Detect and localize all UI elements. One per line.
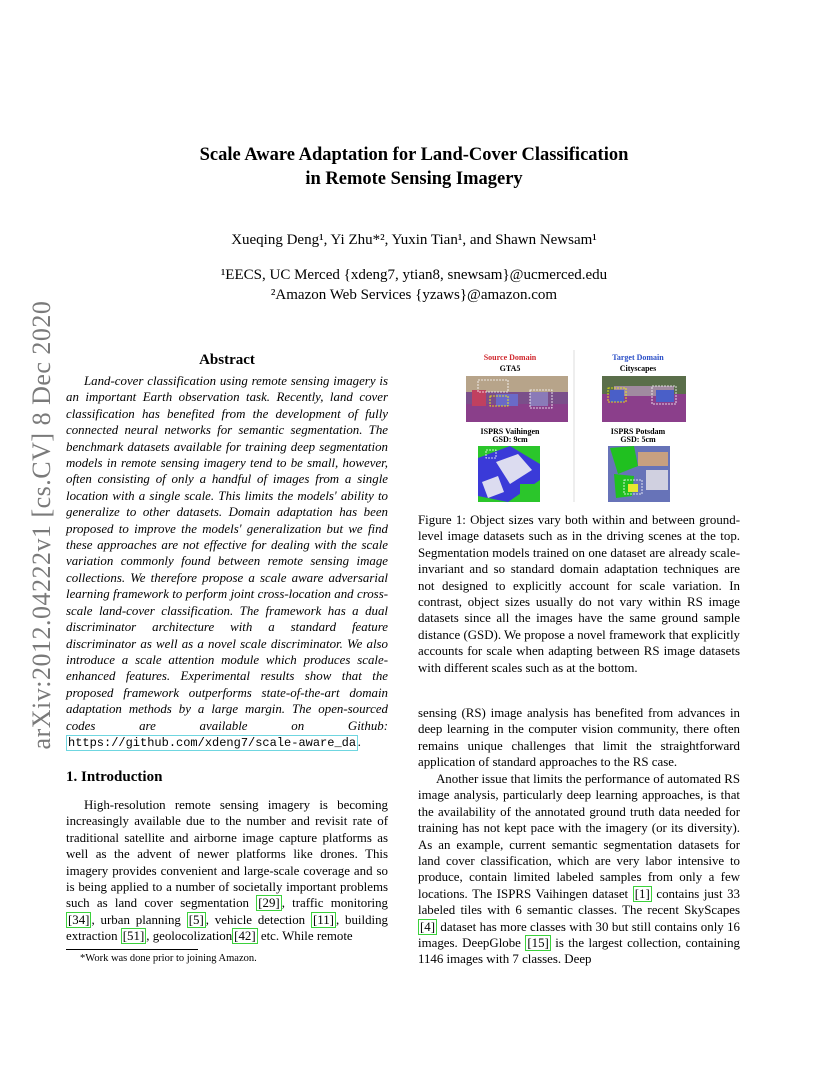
- arxiv-stamp: arXiv:2012.04222v1 [cs.CV] 8 Dec 2020: [27, 300, 56, 750]
- citation-link[interactable]: [5]: [188, 912, 204, 927]
- cityscapes-scene-image: [602, 376, 686, 422]
- affiliation-2: ²Amazon Web Services {yzaws}@amazon.com: [270, 287, 558, 303]
- vaihingen-gsd-label: GSD: 9cm: [492, 435, 528, 444]
- intro-continued-paragraph: sensing (RS) image analysis has benefited from advances in deep learning in the computer vision community, there often remains unique challenges that limit the straightforward application of standard approaches to the RS case.: [418, 706, 740, 770]
- figure-1-image: [438, 346, 710, 504]
- abstract-body: Land-cover classification using remote sensing imagery is an important Earth observation task. Recently, land cover classification has benefited from the development of fully connected neural networks for semantic segmentation. The benchmark datasets available for training deep segmentation models in remote sensing imagery tend to be small, however, often consisting of only a handful of images from a single location with a single scale. This limits the models' ability to generalize to other datasets. Domain adaptation has been proposed to improve the models' generalization but we find these approaches are not effective for dealing with the scale variation commonly found between remote sensing image collections. We therefore propose a scale aware adversarial learning framework to perform joint cross-location and cross-scale land-cover classification. The framework has a dual discriminator architecture with a standard feature discriminator as well as a novel scale discriminator. We also introduce a scale attention module which produces scale-enhanced features. Experimental results show that the proposed framework outperforms state-of-the-art domain adaptation methods by a large margin. The open-sourced codes are available on Github: https://github.com/xdeng7/scale-aware_da .: [66, 374, 388, 750]
- target-domain-label: Target Domain: [612, 353, 664, 362]
- potsdam-label: ISPRS Potsdam: [610, 427, 666, 436]
- citation-link[interactable]: [34]: [68, 912, 90, 927]
- vaihingen-label: ISPRS Vaihingen: [480, 427, 540, 436]
- section-heading-introduction: 1. Introduction: [66, 769, 163, 785]
- source-domain-label: Source Domain: [483, 353, 537, 362]
- abstract-heading: Abstract: [199, 352, 255, 368]
- intro-paragraph: High-resolution remote sensing imagery is becoming increasingly available due to the number and revisit rate of traditional satellite and airborne image capture platforms as well as the advent of newer platforms like drones. This imagery provides convenient and large-scale coverage and so is being applied to a number of societally important problems such as land cover segmentation [29] , traffic monitoring [34] , urban planning [5] , vehicle detection [11] , building extraction [51] , geolocolization [42] etc. While remote: [66, 798, 388, 944]
- citation-link[interactable]: [1]: [634, 886, 650, 901]
- potsdam-gsd-label: GSD: 5cm: [620, 435, 656, 444]
- citation-link[interactable]: [29]: [258, 896, 280, 911]
- abstract-text: Land-cover classification using remote sensing imagery is an important Earth observation task. Recently, land cover classification has benefited from the development of fully connected neural networks for semantic segmentation. The benchmark datasets available for training deep segmentation models in remote sensing imagery tend to be small, however, often consisting of only a handful of images from a single location with a single scale. This limits the models' ability to generalize to other datasets. Domain adaptation has been proposed to improve the models' generalization but we find these approaches are not effective for dealing with the scale variation commonly found between remote sensing image collections. We therefore propose a scale aware adversarial learning framework to perform joint cross-location and cross-scale land-cover classification. The framework has a dual discriminator architecture with a standard feature discriminator as well as a novel scale discriminator. We also introduce a scale attention module which produces scale-enhanced features. Experimental results show that the proposed framework outperforms state-of-the-art domain adaptation methods by a large margin. The open-sourced codes are available on Github:: [66, 374, 388, 733]
- title-line-1: Scale Aware Adaptation for Land-Cover Classification: [199, 145, 629, 165]
- citation-link[interactable]: [15]: [527, 936, 549, 951]
- figure-1-caption: Figure 1: Object sizes vary both within and between ground-level image datasets such as in the driving scenes at the top. Segmentation models trained on one dataset are already scale-invariant and so standard domain adaptation techniques are not designed to explicitly account for scale variation. In contrast, object sizes usually do not vary within RS image datasets since all the images have the same ground sample distance (GSD). We propose a novel framework that explicitly accounts for scale when adapting between RS image datasets with different scales such as at the bottom.: [418, 513, 740, 675]
- vaihingen-aerial-image: [478, 446, 540, 502]
- intro-paragraph-2: Another issue that limits the performance of automated RS image analysis, particularly deep learning approaches, is that the availability of the annotated ground truth data needed for training has not kept pace with the imagery (or its diversity). As an example, current semantic segmentation datasets for land cover classification, which are very labor intensive to produce, contain limited labeled samples from only a few locations. The ISPRS Vaihingen dataset [1] contains just 33 labeled tiles with 6 semantic classes. The recent SkyScapes [4] dataset has more classes with 30 but still contains only 16 images. DeepGlobe [15] is the largest collection, containing 1146 images with 7 classes. Deep: [418, 772, 740, 967]
- affiliation-1: ¹EECS, UC Merced {xdeng7, ytian8, snewsam}@ucmerced.edu: [220, 267, 608, 283]
- github-link[interactable]: https://github.com/xdeng7/scale-aware_da: [68, 735, 357, 750]
- gta5-scene-image: [466, 376, 568, 422]
- paper-title: [0, 143, 828, 191]
- cityscapes-label: Cityscapes: [619, 364, 657, 373]
- gta5-label: GTA5: [499, 364, 521, 373]
- citation-link[interactable]: [51]: [122, 929, 145, 944]
- potsdam-aerial-image: [608, 446, 670, 502]
- authors: Xueqing Deng¹, Yi Zhu*², Yuxin Tian¹, and Shawn Newsam¹: [231, 232, 597, 248]
- figure-1: [438, 346, 710, 504]
- citation-link[interactable]: [4]: [420, 919, 436, 934]
- citation-link[interactable]: [42]: [234, 929, 256, 944]
- footnote: *Work was done prior to joining Amazon.: [80, 953, 257, 964]
- footnote-rule: [66, 949, 198, 950]
- affiliations: [0, 265, 828, 305]
- citation-link[interactable]: [11]: [312, 912, 334, 927]
- title-line-2: in Remote Sensing Imagery: [305, 169, 523, 189]
